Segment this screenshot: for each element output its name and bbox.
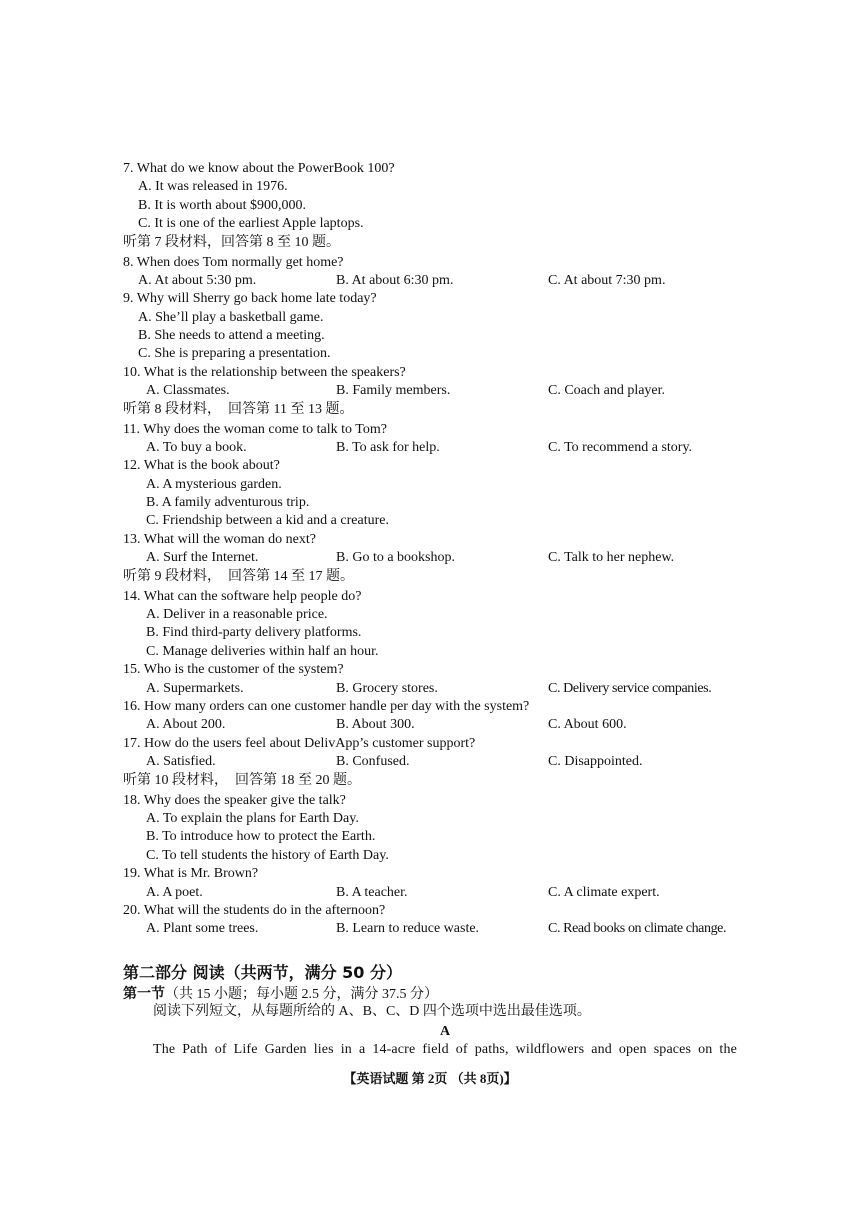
question-13-option-a: A. Surf the Internet. xyxy=(146,550,259,565)
question-11-option-b: B. To ask for help. xyxy=(336,440,440,455)
question-7-stem: 7. What do we know about the PowerBook 100? xyxy=(123,161,395,176)
question-18-stem: 18. Why does the speaker give the talk? xyxy=(123,793,346,808)
question-11-stem: 11. Why does the woman come to talk to Tom? xyxy=(123,422,387,437)
question-9-stem: 9. Why will Sherry go back home late today? xyxy=(123,291,377,306)
question-7-option-c: C. It is one of the earliest Apple laptops. xyxy=(138,216,364,231)
question-15-option-c: C. Delivery service companies. xyxy=(548,681,712,696)
question-19-option-a: A. A poet. xyxy=(146,885,203,900)
section-label-7: 听第 7 段材料，回答第 8 至 10 题。 xyxy=(123,235,340,250)
question-12-option-b: B. A family adventurous trip. xyxy=(146,495,310,510)
question-16-stem: 16. How many orders can one customer handle per day with the system? xyxy=(123,699,530,714)
question-17-option-c: C. Disappointed. xyxy=(548,754,643,769)
question-9-option-c: C. She is preparing a presentation. xyxy=(138,346,331,361)
section-label-8: 听第 8 段材料， 回答第 11 至 13 题。 xyxy=(123,402,354,417)
page-footer: 【英语试题 第 2页 （共 8页)】 xyxy=(343,1071,517,1086)
section-one-label: 第一节 xyxy=(123,986,165,1002)
question-17-option-b: B. Confused. xyxy=(336,754,410,769)
question-10-option-c: C. Coach and player. xyxy=(548,383,666,398)
section-one-heading xyxy=(123,983,438,1003)
question-9-option-b: B. She needs to attend a meeting. xyxy=(138,328,325,343)
section-label-9: 听第 9 段材料， 回答第 14 至 17 题。 xyxy=(123,569,354,584)
question-13-option-b: B. Go to a bookshop. xyxy=(336,550,455,565)
question-10-stem: 10. What is the relationship between the speakers? xyxy=(123,365,406,380)
question-17-option-a: A. Satisfied. xyxy=(146,754,216,769)
question-17-stem: 17. How do the users feel about DelivApp’s customer support? xyxy=(123,736,476,751)
question-16-option-b: B. About 300. xyxy=(336,717,415,732)
question-18-option-a: A. To explain the plans for Earth Day. xyxy=(146,811,359,826)
question-12-stem: 12. What is the book about? xyxy=(123,458,280,473)
question-19-option-c: C. A climate expert. xyxy=(548,885,660,900)
question-10-option-b: B. Family members. xyxy=(336,383,451,398)
question-7-option-a: A. It was released in 1976. xyxy=(138,179,288,194)
question-15-stem: 15. Who is the customer of the system? xyxy=(123,662,344,677)
question-12-option-c: C. Friendship between a kid and a creature. xyxy=(146,513,389,528)
question-15-option-a: A. Supermarkets. xyxy=(146,681,244,696)
question-18-option-c: C. To tell students the history of Earth Day. xyxy=(146,848,389,863)
question-11-option-c: C. To recommend a story. xyxy=(548,440,693,455)
question-16-option-c: C. About 600. xyxy=(548,717,627,732)
question-14-option-a: A. Deliver in a reasonable price. xyxy=(146,607,328,622)
question-16-option-a: A. About 200. xyxy=(146,717,226,732)
question-11-option-a: A. To buy a book. xyxy=(146,440,247,455)
passage-first-line: The Path of Life Garden lies in a 14-acre field of paths, wildflowers and open spaces on the xyxy=(153,1042,737,1057)
question-15-option-b: B. Grocery stores. xyxy=(336,681,438,696)
question-20-option-a: A. Plant some trees. xyxy=(146,921,259,936)
question-8-option-c: C. At about 7:30 pm. xyxy=(548,273,666,288)
question-14-stem: 14. What can the software help people do? xyxy=(123,589,362,604)
question-8-stem: 8. When does Tom normally get home? xyxy=(123,255,344,270)
question-7-option-b: B. It is worth about $900,000. xyxy=(138,198,306,213)
part-two-title: 第二部分 阅读（共两节，满分 50 分） xyxy=(123,963,402,982)
question-8-option-b: B. At about 6:30 pm. xyxy=(336,273,454,288)
question-14-option-b: B. Find third-party delivery platforms. xyxy=(146,625,362,640)
question-19-stem: 19. What is Mr. Brown? xyxy=(123,866,259,881)
question-20-stem: 20. What will the students do in the afternoon? xyxy=(123,903,386,918)
question-18-option-b: B. To introduce how to protect the Earth. xyxy=(146,829,376,844)
reading-instruction: 阅读下列短文，从每题所给的 A、B、C、D 四个选项中选出最佳选项。 xyxy=(153,1004,591,1019)
question-20-option-b: B. Learn to reduce waste. xyxy=(336,921,480,936)
question-13-option-c: C. Talk to her nephew. xyxy=(548,550,675,565)
passage-letter: A xyxy=(439,1024,451,1039)
section-one-detail: （共 15 小题；每小题 2.5 分，满分 37.5 分） xyxy=(165,987,438,1002)
question-20-option-c: C. Read books on climate change. xyxy=(548,921,727,936)
section-label-10: 听第 10 段材料， 回答第 18 至 20 题。 xyxy=(123,773,361,788)
question-8-option-a: A. At about 5:30 pm. xyxy=(138,273,257,288)
question-14-option-c: C. Manage deliveries within half an hour. xyxy=(146,644,379,659)
question-19-option-b: B. A teacher. xyxy=(336,885,408,900)
question-12-option-a: A. A mysterious garden. xyxy=(146,477,282,492)
question-13-stem: 13. What will the woman do next? xyxy=(123,532,316,547)
question-10-option-a: A. Classmates. xyxy=(146,383,230,398)
question-9-option-a: A. She’ll play a basketball game. xyxy=(138,310,324,325)
